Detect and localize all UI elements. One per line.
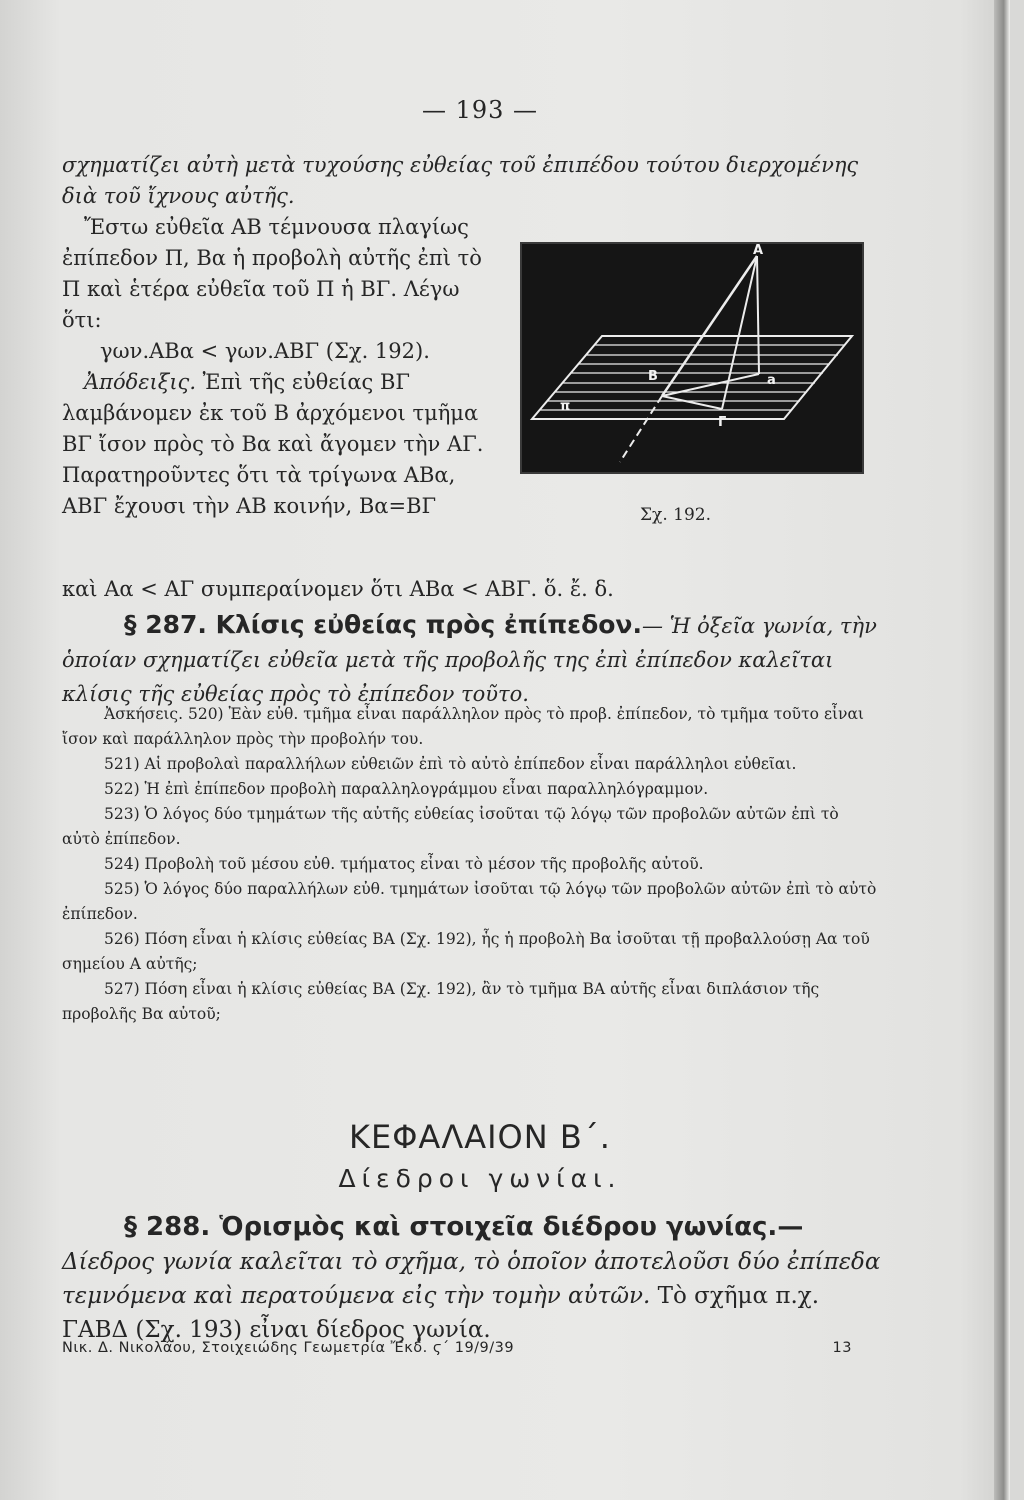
section-287-heading: § 287. Κλίσις εὐθείας πρὸς ἐπίπεδον. xyxy=(124,610,642,639)
label-G: Γ xyxy=(718,415,727,430)
exercise-item: 526) Πόση εἶναι ἡ κλίσις εὐθείας ΒΑ (Σχ. 192), ἧς ἡ προβολὴ Βα ἰσοῦται τῇ προβαλλούσῃ Αα τοῦ σημείου Α αὐτῆς; xyxy=(62,930,870,973)
page-footer xyxy=(62,1340,852,1356)
chapter-heading: ΚΕΦΑΛΑΙΟΝ Β΄. xyxy=(349,1118,611,1156)
figure-192-drawing xyxy=(522,244,862,472)
section-288-heading: § 288. Ὁρισμὸς καὶ στοιχεῖα διέδρου γωνίας.— xyxy=(124,1212,804,1242)
exercise-item: 524) Προβολὴ τοῦ μέσου εὐθ. τμήματος εἶναι τὸ μέσον τῆς προβολῆς αὐτοῦ. xyxy=(104,855,704,873)
label-a: a xyxy=(767,373,776,388)
chapter-title: Δίεδροι γωνίαι. xyxy=(338,1164,622,1193)
label-P: π xyxy=(560,399,571,414)
section-288 xyxy=(62,1210,882,1347)
paragraph-setup: Ἔστω εὐθεῖα ΑΒ τέμνουσα πλαγίως ἐπίπεδον Π, Βα ἡ προβολὴ αὐτῆς ἐπὶ τὸ Π καὶ ἑτέρα εὐθεῖα τοῦ Π ἡ ΒΓ. Λέγω ὅτι: xyxy=(62,215,482,332)
exercise-item: 523) Ὁ λόγος δύο τμημάτων τῆς αὐτῆς εὐθείας ἰσοῦται τῷ λόγῳ τῶν προβολῶν αὐτῶν ἐπὶ τὸ αὐτὸ ἐπίπεδον. xyxy=(62,805,839,848)
figure-192 xyxy=(520,242,864,474)
exercise-item: 522) Ἡ ἐπὶ ἐπίπεδον προβολὴ παραλληλογράμμου εἶναι παραλληλόγραμμον. xyxy=(104,780,709,798)
section-288-text: Τὸ σχῆμα π.χ. ΓΑΒΔ (Σχ. 193) εἶναι δίεδρος γωνία. xyxy=(62,1283,820,1343)
claim-line: γων.ΑΒα < γων.ΑΒΓ (Σχ. 192). xyxy=(100,339,430,363)
section-287 xyxy=(62,608,877,711)
page-edge xyxy=(994,0,1010,1500)
exercises-block xyxy=(62,702,877,1027)
exercise-item: 525) Ὁ λόγος δύο παραλλήλων εὐθ. τμημάτων ἰσοῦται τῷ λόγῳ τῶν προβολῶν αὐτῶν ἐπὶ τὸ αὐτὸ ἐπίπεδον. xyxy=(62,880,877,923)
footer-text: Νικ. Δ. Νικολάου, Στοιχειώδης Γεωμετρία Ἔκδ. ϛ΄ 19/9/39 xyxy=(62,1340,515,1356)
section-288-definition: Δίεδρος γωνία καλεῖται τὸ σχῆμα, τὸ ὁποῖον ἀποτελοῦσι δύο ἐπίπεδα τεμνόμενα καὶ περατούμενα εἰς τὴν τομὴν αὐτῶν. xyxy=(62,1249,881,1309)
page-number: — 193 — xyxy=(421,96,539,124)
conclusion-line: καὶ Αα < ΑΓ συμπεραίνομεν ὅτι ΑΒα < ΑΒΓ. ὅ. ἔ. δ. xyxy=(62,577,614,601)
proof-label: Ἀπόδειξις. xyxy=(84,370,196,394)
label-B: B xyxy=(648,369,658,384)
section-287-text: — Ἡ ὀξεῖα γωνία, τὴν ὁποίαν σχηματίζει εὐθεῖα μετὰ τῆς προβολῆς της ἐπὶ ἐπίπεδον καλεῖται κλίσις τῆς εὐθείας πρὸς τὸ ἐπίπεδον τοῦτο. xyxy=(62,614,877,706)
proof-text: Ἐπὶ τῆς εὐθείας ΒΓ λαμβάνομεν ἐκ τοῦ Β ἀρχόμενοι τμῆμα ΒΓ ἴσον πρὸς τὸ Βα καὶ ἄγομεν τὴν ΑΓ. Παρατηροῦντες ὅτι τὰ τρίγωνα ΑΒα, ΑΒΓ ἔχουσι τὴν ΑΒ κοινήν, Βα=ΒΓ xyxy=(62,370,484,518)
label-A: A xyxy=(753,244,764,258)
figure-caption: Σχ. 192. xyxy=(640,505,711,525)
proof-paragraph xyxy=(62,367,502,522)
plane-outline xyxy=(532,336,852,419)
intro-text: σχηματίζει αὐτὴ μετὰ τυχούσης εὐθείας τοῦ ἐπιπέδου τούτου διερχομένης διὰ τοῦ ἴχνους αὐτῆς. xyxy=(62,153,859,208)
exercise-item: 521) Αἱ προβολαὶ παραλλήλων εὐθειῶν ἐπὶ τὸ αὐτὸ ἐπίπεδον εἶναι παράλληλοι εὐθεῖαι. xyxy=(104,755,797,773)
exercise-item: 527) Πόση εἶναι ἡ κλίσις εὐθείας ΒΑ (Σχ. 192), ἂν τὸ τμῆμα ΒΑ αὐτῆς εἶναι διπλάσιον τῆς προβολῆς Βα αὐτοῦ; xyxy=(62,980,820,1023)
footer-page-number: 13 xyxy=(832,1340,852,1356)
exercise-item: Ἀσκήσεις. 520) Ἐὰν εὐθ. τμῆμα εἶναι παράλληλον πρὸς τὸ προβ. ἐπίπεδον, τὸ τμῆμα τοῦτο εἶναι ἴσον καὶ παράλληλον πρὸς τὴν προβολήν του. xyxy=(62,705,865,748)
